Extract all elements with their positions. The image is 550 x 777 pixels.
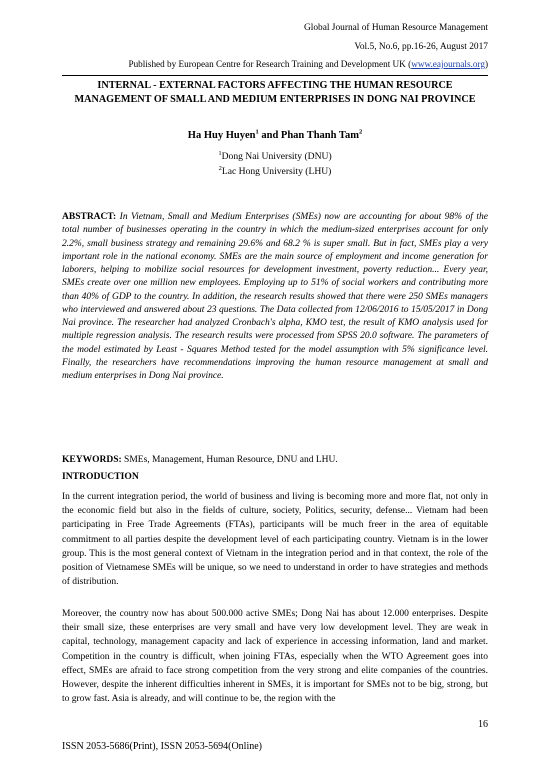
- intro-paragraph-1: In the current integration period, the world of business and living is becoming more and more flat, not only in the economic field but also in the fields of culture, society, Politics, security, defense... Vietnam had been participating in Free Trade Agreements (FTAs), participants will be much freer in the area of equitable commitment to all parties despite the development level of each participating country. Vietnam is in the lower group. This is the most general context of Vietnam in the integration period and in that context, the role of the position of Vietnamese SMEs will be unique, so we need to understand in order to have strategies and methods of distribution.: [62, 492, 488, 588]
- intro-paragraph-2: Moreover, the country now has about 500.000 active SMEs; Dong Nai has about 12.000 enterprises. Despite their small size, these enterprises are very small and have very low development level. They are weak in capital, technology, management capacity and lack of experience in accessing information, land and market. Competition in the country is difficult, when joining FTAs, especially when the WTO Agreement goes into effect, SMEs are afraid to face strong competition from the very strong and elite companies of the countries. However, despite the inherent difficulties inherent in SMEs, it is important for SMEs not to be big, strong, but to grow fast. Asia is already, and will continue to be, the region with the: [62, 609, 488, 705]
- author-2: Phan Thanh Tam: [280, 130, 359, 141]
- affiliation-1-text: Dong Nai University (DNU): [221, 151, 332, 162]
- affiliation-2-text: Lac Hong University (LHU): [221, 166, 332, 177]
- author-2-sup: 2: [358, 128, 363, 136]
- author-1: Ha Huy Huyen: [187, 130, 256, 141]
- affiliation-2: [0, 166, 550, 177]
- abstract-text: In Vietnam, Small and Medium Enterprises (SMEs) now are accounting for about 98% of the total number of businesses operating in the country in which the medium-sized enterprises account for only 2.2%, small business strategy and remaining 29.6% and 68.2 % is super small. But in fact, SMEs play a very important role in the national economy. SMEs are the main source of employment and income generation for laborers, helping to mobilize social resources for development investment, poverty reduction... Every year, SMEs create over one million new employees. Employing up to 51% of social workers and contributing more than 40% of GDP to the country. In addition, the research results showed that there were 250 SMEs managers who interviewed and answered about 23 questions. The Data collected from 12/06/2016 to 15/05/2017 in Dong Nai province. The researcher had analyzed Cronbach's alpha, KMO test, the result of KMO analysis used for multiple regression analysis. The research results were processed from SPSS 20.0 software. The parameters of the model estimated by Least - Squares Method tested for the model assumption with 5% significance level. Finally, the researchers have recommendations improving the human resource management at small and medium enterprises in Dong Nai province.: [62, 212, 488, 381]
- keywords: [62, 455, 488, 465]
- publisher-line: [128, 58, 488, 71]
- page-number: 16: [478, 719, 488, 730]
- author-1-sup: 1: [255, 128, 259, 136]
- affiliation-1: [0, 151, 550, 162]
- header-rule: [62, 75, 488, 76]
- publisher-link[interactable]: www.eajournals.org: [411, 59, 485, 69]
- author-line: [62, 130, 488, 141]
- issn-footer: ISSN 2053-5686(Print), ISSN 2053-5694(Online): [62, 741, 262, 752]
- publisher-close: ): [484, 59, 488, 69]
- keywords-text: SMEs, Management, Human Resource, DNU and LHU.: [124, 455, 338, 465]
- affiliation-2-sup: 2: [218, 164, 222, 172]
- abstract: [62, 211, 488, 383]
- section-heading-introduction: INTRODUCTION: [62, 471, 139, 482]
- publisher-text: Published by European Centre for Research Training and Development UK (: [128, 59, 412, 69]
- affiliation-1-sup: 1: [218, 149, 222, 157]
- paper-title: INTERNAL - EXTERNAL FACTORS AFFECTING THE HUMAN RESOURCE MANAGEMENT OF SMALL AND MEDIUM ENTERPRISES IN DONG NAI PROVINCE: [74, 80, 476, 105]
- author-and: and: [258, 130, 281, 141]
- keywords-label: KEYWORDS:: [62, 455, 122, 465]
- journal-name: Global Journal of Human Resource Management: [303, 23, 488, 33]
- abstract-label: ABSTRACT:: [62, 212, 117, 222]
- volume-info: Vol.5, No.6, pp.16-26, August 2017: [354, 42, 488, 52]
